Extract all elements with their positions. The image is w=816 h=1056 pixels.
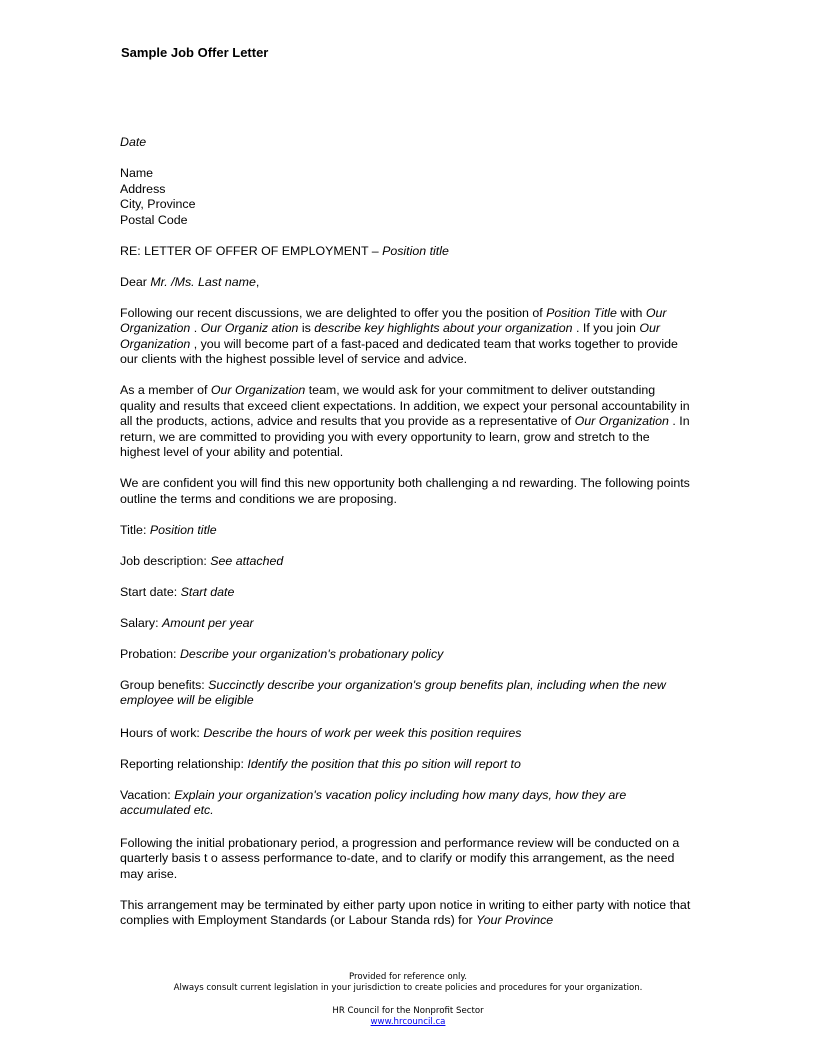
term-start-date: Start date: Start date <box>120 584 235 599</box>
footer-org-name: HR Council for the Nonprofit Sector <box>332 1006 484 1016</box>
term-group-benefits: Group benefits: Succinctly describe your organization's group benefits plan, including when the new employee will be eligible <box>120 677 666 707</box>
salutation: Dear Mr. /Ms. Last name, <box>120 274 260 289</box>
term-vacation: Vacation: Explain your organization's vacation policy including how many days, how they are accumulated etc. <box>120 787 627 817</box>
footer-reference-line: Provided for reference only. <box>348 972 468 982</box>
salutation-name: Mr. /Ms. Last name <box>150 274 256 289</box>
footer-disclaimer <box>0 972 816 994</box>
term-hours-of-work: Hours of work: Describe the hours of work per week this position requires <box>120 725 522 740</box>
letter-body <box>120 135 692 929</box>
recipient-address-line: Address <box>120 181 166 196</box>
paragraph-probation-review: Following the initial probationary period, a progression and performance review will be conducted on a quarterly basis t o assess performance to-date, and to clarify or modify this arrangement, as the need may arise. <box>120 835 680 881</box>
footer-website-link[interactable]: www.hrcouncil.ca <box>370 1017 446 1027</box>
re-line: RE: LETTER OF OFFER OF EMPLOYMENT – Position title <box>120 243 449 258</box>
recipient-postal: Postal Code <box>120 212 188 227</box>
footer-organization <box>0 1006 816 1028</box>
document-title: Sample Job Offer Letter <box>121 45 269 60</box>
recipient-name: Name <box>120 166 154 180</box>
footer-legislation-line: Always consult current legislation in your jurisdiction to create policies and procedures for your organization. <box>173 983 643 993</box>
paragraph-termination: This arrangement may be terminated by either party upon notice in writing to either party with notice that complies with Employment Standards (or Labour Standa rds) for Your Province <box>120 897 691 927</box>
term-reporting: Reporting relationship: Identify the position that this po sition will report to <box>120 756 521 771</box>
re-position: Position title <box>382 243 449 258</box>
paragraph-terms-intro: We are confident you will find this new opportunity both challenging a nd rewarding. The following points outline the terms and conditions we are proposing. <box>120 476 690 506</box>
term-job-description: Job description: See attached <box>120 553 284 568</box>
date-line: Date <box>120 135 147 149</box>
recipient-city: City, Province <box>120 197 196 211</box>
paragraph-commitment: As a member of Our Organization team, we would ask for your commitment to deliver outstanding quality and results that exceed client expectations. In addition, we expect your personal accountability in all the products, actions, advice and results that you provide as a representative of Our Organization . In return, we are committed to providing you with every opportunity to learn, grow and stretch to the highest level of your ability and potential. <box>120 383 690 459</box>
term-probation: Probation: Describe your organization's probationary policy <box>120 646 444 661</box>
term-salary: Salary: Amount per year <box>120 615 254 630</box>
recipient-address <box>120 166 692 228</box>
term-title: Title: Position title <box>120 522 217 537</box>
paragraph-offer: Following our recent discussions, we are delighted to offer you the position of Position Title with Our Organization . Our Organiz ation is describe key highlights about your organization . If you join Our Organization , you will become part of a fast-paced and dedicated team that works together to provide our clients with the highest possible level of service and advice. <box>120 305 678 366</box>
